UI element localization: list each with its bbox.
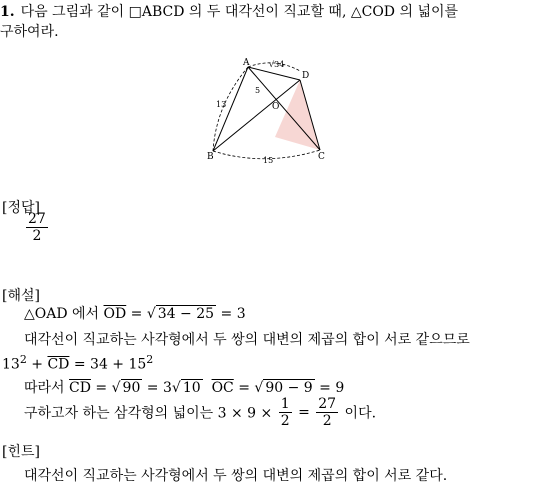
triangle-cod-shade bbox=[275, 80, 320, 150]
label-c: C bbox=[318, 152, 325, 162]
segment-cd: $\overline{CD}$ bbox=[47, 356, 70, 373]
l5-frac1 bbox=[279, 396, 292, 429]
hint-header: [힌트] bbox=[2, 444, 40, 460]
solution-line-4: 따라서 $\overline{CD}$ = √ 90 = 3√ 10 $\overline{OC}$ = √ 90 − 9 = 9 bbox=[24, 380, 345, 396]
label-ad-length: √34 bbox=[269, 60, 285, 69]
problem-line-2 bbox=[0, 22, 59, 42]
l3-13: 13 bbox=[2, 356, 20, 373]
l4-eq3: = bbox=[233, 380, 255, 396]
answer-header: [정답] bbox=[2, 200, 40, 216]
solution-line-3 bbox=[2, 353, 153, 373]
solution-l1-result: = 3 bbox=[216, 306, 246, 322]
solution-line-1: △OAD 에서 $\overline{OD}$ = √ 34 − 25 = 3 bbox=[24, 306, 246, 322]
l5-f2-num: 27 bbox=[318, 396, 337, 412]
label-ao-length: 5 bbox=[255, 86, 261, 95]
problem-number: 1. bbox=[0, 4, 15, 20]
label-o: O bbox=[272, 102, 280, 112]
l3-rest: = 34 + 15 bbox=[69, 356, 147, 373]
label-bc-length: 15 bbox=[263, 156, 274, 165]
l4-eq2: = 3 bbox=[142, 380, 172, 396]
problem-text: 다음 그림과 같이 □ABCD 의 두 대각선이 직교할 때, △COD 의 넓이를 bbox=[20, 4, 459, 20]
problem-line-1 bbox=[0, 2, 458, 22]
answer-numerator: 27 bbox=[28, 211, 46, 227]
label-b: B bbox=[207, 152, 214, 162]
segment-oc: $\overline{OC}$ bbox=[211, 380, 234, 396]
l3-exp2: 2 bbox=[146, 353, 154, 366]
l3-exp: 2 bbox=[19, 353, 27, 366]
hint-text: 대각선이 직교하는 사각형에서 두 쌍의 대변의 제곱의 합이 서로 같다. bbox=[24, 468, 448, 484]
eq-sign: = bbox=[126, 306, 147, 322]
segment-od: $\overline{OD}$ bbox=[103, 306, 127, 322]
l5-suffix: 이다. bbox=[340, 405, 377, 422]
l4-rad2: 10 bbox=[182, 380, 201, 396]
quadrilateral-figure bbox=[200, 55, 340, 165]
problem-text-2: 구하여라. bbox=[0, 24, 59, 40]
solution-line-5 bbox=[24, 396, 376, 429]
l4-rad3: 90 − 9 bbox=[265, 380, 313, 396]
answer-value bbox=[24, 211, 50, 244]
l5-f2-den: 2 bbox=[322, 413, 332, 429]
side-ab bbox=[213, 67, 248, 151]
answer-fraction bbox=[26, 211, 48, 244]
l4-rad1: 90 bbox=[122, 380, 141, 396]
l4-eq1: = bbox=[90, 380, 112, 396]
l4-res: = 9 bbox=[314, 380, 345, 396]
l5-prefix: 구하고자 하는 삼각형의 넓이는 3 × 9 × bbox=[24, 405, 273, 422]
sqrt-radicand: 34 − 25 bbox=[157, 306, 215, 322]
l5-eq: = bbox=[293, 404, 315, 421]
label-a: A bbox=[243, 58, 250, 68]
solution-line-2: 대각선이 직교하는 사각형에서 두 쌍의 대변의 제곱의 합이 서로 같으므로 bbox=[24, 332, 470, 348]
l5-frac2 bbox=[316, 396, 338, 429]
l5-f1-den: 2 bbox=[280, 413, 290, 429]
answer-denominator: 2 bbox=[32, 228, 42, 244]
solution-l1-prefix: △OAD 에서 bbox=[24, 306, 100, 322]
l4-prefix: 따라서 bbox=[24, 380, 65, 396]
label-ab-length: 13 bbox=[216, 100, 227, 109]
l3-plus: + bbox=[26, 356, 48, 373]
segment-cd-2: $\overline{CD}$ bbox=[69, 380, 91, 396]
solution-header: [해설] bbox=[2, 288, 40, 304]
label-d: D bbox=[302, 71, 310, 81]
l5-f1-num: 1 bbox=[280, 396, 290, 412]
